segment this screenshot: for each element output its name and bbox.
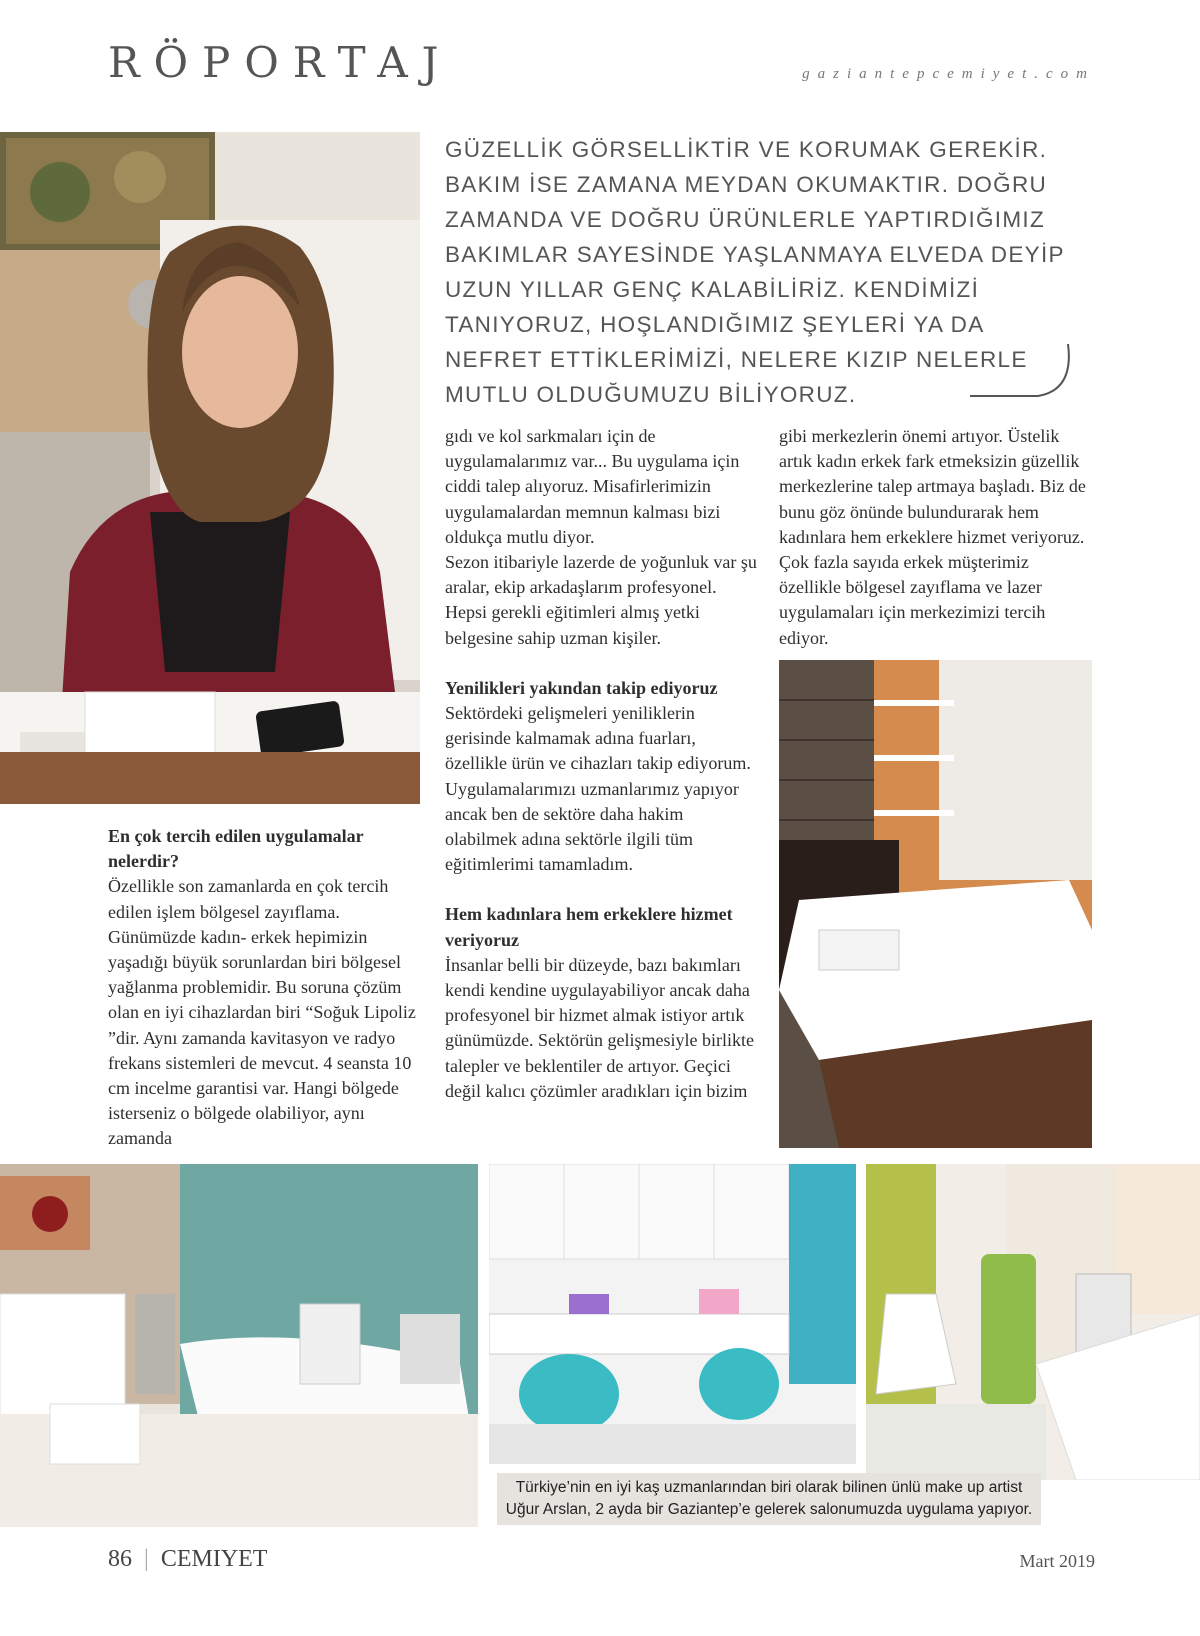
treatment-room-photo	[779, 660, 1092, 1148]
pullquote: GÜZELLİK GÖRSELLİKTİR VE KORUMAK GEREKİR. BAKIM İSE ZAMANA MEYDAN OKUMAKTIR. DOĞRU ZAMANDA VE DOĞRU ÜRÜNLERLE YAPTIRDIĞIMIZ BAKIMLAR SAYESİNDE YAŞLANMAYA ELVEDA DEYİP UZUN YILLAR GENÇ KALABİLİRİZ. KENDİMİZİ TANIYORUZ, HOŞLANDIĞIMIZ ŞEYLERİ YA DA NEFRET ETTİKLERİMİZİ, NELERE KIZIP NELERLE MUTLU OLDUĞUMUZU BİLİYORUZ.	[445, 137, 1065, 407]
photo-caption: Türkiye’nin en iyi kaş uzmanlarından biri olarak bilinen ünlü make up artist Uğur Arslan, 2 ayda bir Gaziantep’e gelerek salonumuzda uygulama yapıyor.	[497, 1473, 1041, 1525]
subheading-men-women: Hem kadınlara hem erkeklere hizmet veriyoruz	[445, 904, 733, 950]
laser-room-photo	[866, 1164, 1200, 1480]
site-url[interactable]: gaziantepcemiyet.com	[802, 66, 1095, 82]
mid-paragraph-1: gıdı ve kol sarkmaları için de uygulamalarımız var... Bu uygulama için ciddi talep alıyoruz. Misafirlerimizin uygulamalardan memnun kalması bizi oldukça mutlu diyor.	[445, 426, 740, 547]
right-paragraph: gibi merkezlerin önemi artıyor. Üstelik artık kadın erkek fark etmeksizin güzellik merkezlerine talep artmaya başladı. Biz de bunu göz önünde bulundurarak hem kadınlara hem erkeklere hizmet veriyoruz. Çok fazla sayıda erkek müşterimiz özellikle bölgesel zayıflama ve lazer uygulamaları için merkezimizi tercih ediyor.	[779, 426, 1086, 648]
mid-paragraph-4: İnsanlar belli bir düzeyde, bazı bakımları kendi kendine uygulayabiliyor ancak daha profesyonel bir hizmet almak istiyor artık günümüzde. Sektörün gelişmesiyle birlikte talepler ve beklentiler de artıyor. Geçici değil kalıcı çözümler aradıkları için bizim	[445, 954, 754, 1101]
column-middle	[445, 424, 757, 1104]
quote-mark-icon	[968, 340, 1076, 402]
page-number: 86	[108, 1546, 132, 1572]
column-left	[108, 824, 420, 1152]
portrait-photo	[0, 132, 420, 804]
mid-paragraph-3: Sektördeki gelişmeleri yeniliklerin gerisinde kalmamak adına fuarları, özellikle ürün ve cihazları takip ediyorum. Uygulamalarımızı uzmanlarımız yapıyor ancak ben de sektöre daha hakim olabilmek adına sektörle ilgili tüm eğitimlerimi tamamladım.	[445, 703, 751, 875]
magazine-name: CEMIYET	[160, 1546, 268, 1572]
footer-brand	[108, 1546, 267, 1573]
footer-separator: |	[144, 1546, 149, 1572]
question-heading-1: En çok tercih edilen uygulamalar nelerdir?	[108, 826, 364, 872]
issue-date: Mart 2019	[1019, 1551, 1095, 1571]
section-title: RÖPORTAJ	[108, 38, 453, 87]
mid-paragraph-2: Sezon itibariyle lazerde de yoğunluk var şu aralar, ekip arkadaşlarım profesyonel. Hepsi gerekli eğitimleri almış yetki belgesine sahip uzman kişiler.	[445, 552, 757, 648]
subheading-innovations: Yenilikleri yakından takip ediyoruz	[445, 677, 718, 698]
salon-room-photo	[0, 1164, 478, 1527]
answer-paragraph-1: Özellikle son zamanlarda en çok tercih edilen işlem bölgesel zayıflama. Günümüzde kadın- erkek hepimizin yaşadığı büyük sorunlardan biri bölgesel yağlanma problemidir. Bu soruna çözüm olan en iyi cihazlardan biri “Soğuk Lipoliz ”dir. Aynı zamanda kavitasyon ve radyo frekans sistemleri de mevcut. 4 seansta 10 cm incelme garantisi var. Hangi bölgede isterseniz o bölgede olabiliyor, aynı zamanda	[108, 876, 416, 1149]
makeup-station-photo	[489, 1164, 856, 1464]
column-right	[779, 424, 1091, 651]
